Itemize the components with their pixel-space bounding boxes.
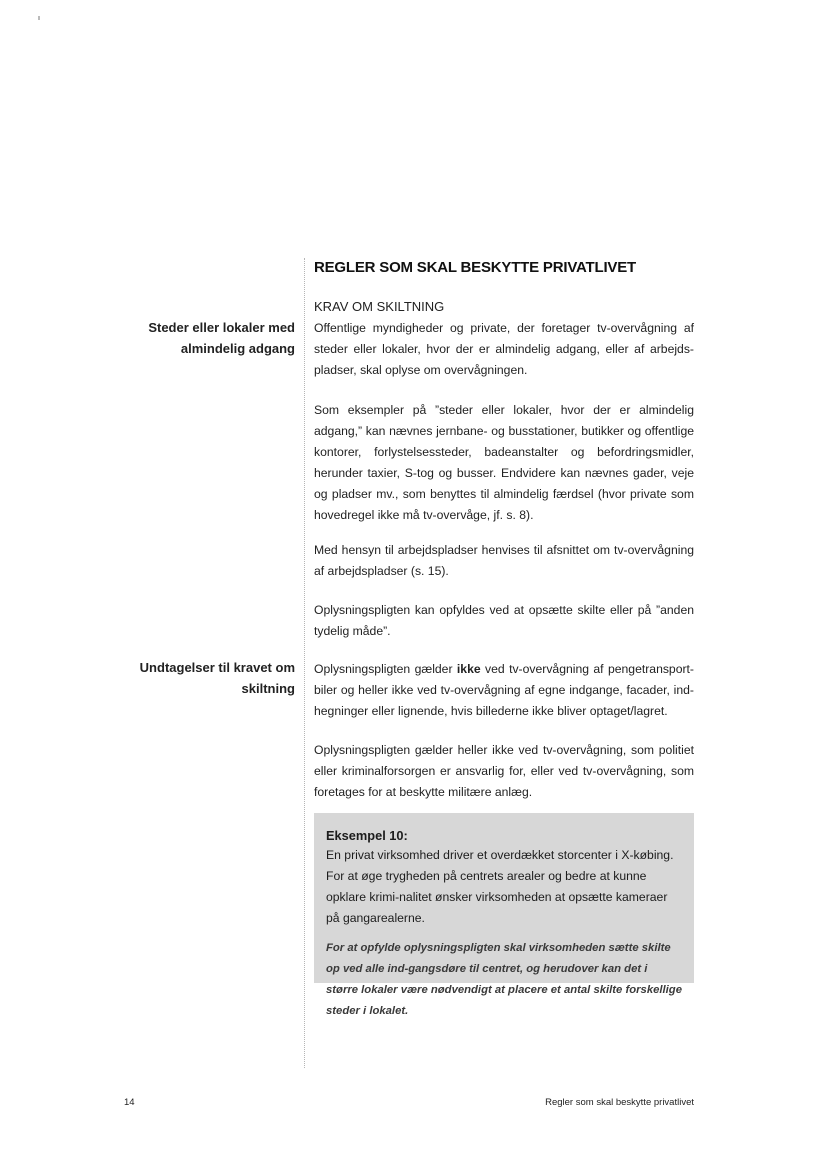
example-text: En privat virksomhed driver et overdækket storcenter i X-købing. For at øge trygheden på centrets arealer og bedre at kunne opklare krimi-nalitet ønsker virksomheden at opsætte kameraer på gangarealerne.: [326, 848, 674, 925]
sidenote-line: Undtagelser til kravet om: [139, 660, 295, 675]
page-number: 14: [124, 1097, 135, 1108]
subheading: KRAV OM SKILTNING: [314, 299, 445, 314]
paragraph: Oplysningspligten gælder heller ikke ved tv-overvågning, som politiet eller kriminalforsorgen er ansvarlig for, eller ved tv-overvågning, som foretages for at beskytte militære anlæg.: [314, 743, 694, 799]
paragraph: Oplysningspligten kan opfyldes ved at opsætte skilte eller på ”anden tydelig måde”.: [314, 603, 694, 638]
margin-divider: [304, 258, 305, 1068]
example-title: Eksempel 10:: [326, 828, 408, 843]
sidenote-line: almindelig adgang: [180, 341, 295, 356]
sidenote-line: Steder eller lokaler med: [148, 320, 295, 335]
paragraph: Som eksempler på ”steder eller lokaler, hvor der er almindelig adgang,” kan nævnes jernbane- og busstationer, butikker og offentlige kontorer, forlystelsessteder, badeanstalter og befordringsmidler, herunder taxier, S-tog og busser. Endvidere kan nævnes gader, veje og pladser mv., som benyttes til almindelig færdsel (hvor private som hovedregel ikke må tv-overvåge, jf. s. 8).: [314, 403, 694, 522]
paragraph: Oplysningspligten gælder ikke ved tv-overvågning af pengetransport-biler og heller ikke ved tv-overvågning af egne indgange, facader, ind-hegninger eller lignende, hvis billederne ikke bliver optaget/lagret.: [314, 662, 694, 718]
sidenote-exceptions: [125, 657, 295, 699]
scan-mark: [38, 16, 40, 20]
emphasis: ikke: [456, 662, 481, 676]
paragraph: Offentlige myndigheder og private, der foretager tv-overvågning af steder eller lokaler, hvor der er almindelig adgang, eller af arbejds-pladser, skal oplyse om overvågningen.: [314, 321, 694, 377]
running-title: Regler som skal beskytte privatlivet: [545, 1097, 694, 1108]
section-title: REGLER SOM SKAL BESKYTTE PRIVATLIVET: [314, 259, 636, 276]
paragraph: Med hensyn til arbejdspladser henvises til afsnittet om tv-overvågning af arbejdspladser (s. 15).: [314, 543, 694, 578]
example-answer: For at opfylde oplysningspligten skal virksomheden sætte skilte op ved alle ind-gangsdøre til centret, og herudover kan det i større lokaler være nødvendigt at placere et antal skilte forskellige steder i lokalet.: [326, 942, 682, 1017]
sidenote-line: skiltning: [241, 681, 295, 696]
sidenote-public-places: [125, 317, 295, 359]
example-box: [314, 813, 694, 1017]
